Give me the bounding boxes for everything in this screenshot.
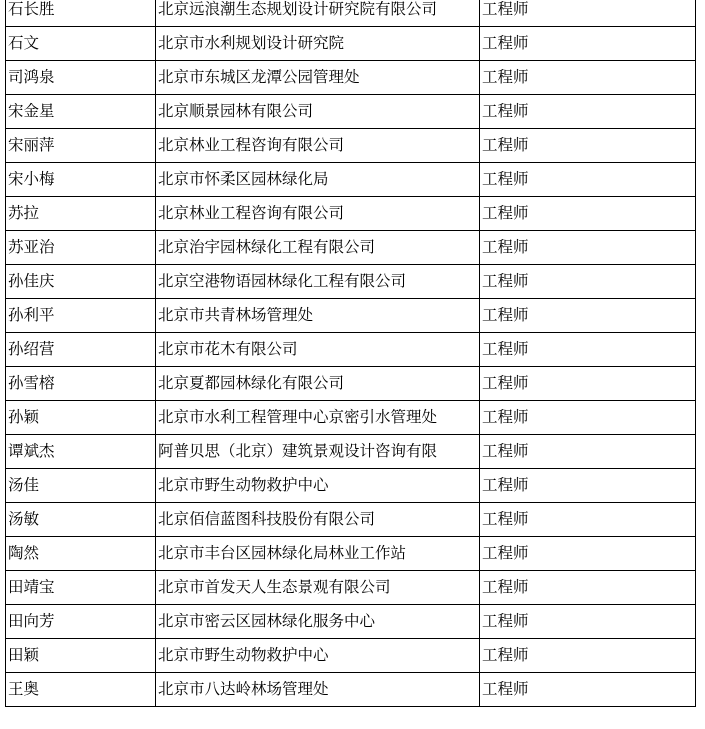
title-cell[interactable]: 工程师 [480, 197, 696, 231]
organization-cell[interactable]: 北京市水利工程管理中心京密引水管理处 [156, 401, 480, 435]
table-row [6, 299, 696, 333]
organization-cell[interactable]: 北京夏都园林绿化有限公司 [156, 367, 480, 401]
table-row [6, 197, 696, 231]
organization-cell[interactable]: 北京市怀柔区园林绿化局 [156, 163, 480, 197]
name-cell[interactable]: 石文 [6, 27, 156, 61]
name-cell[interactable]: 汤敏 [6, 503, 156, 537]
organization-cell[interactable]: 北京市野生动物救护中心 [156, 639, 480, 673]
title-cell[interactable]: 工程师 [480, 503, 696, 537]
name-cell[interactable]: 宋金星 [6, 95, 156, 129]
organization-cell[interactable]: 北京市丰台区园林绿化局林业工作站 [156, 537, 480, 571]
name-cell[interactable]: 王奥 [6, 673, 156, 707]
organization-cell[interactable]: 北京林业工程咨询有限公司 [156, 197, 480, 231]
organization-cell[interactable]: 北京市八达岭林场管理处 [156, 673, 480, 707]
table-row [6, 265, 696, 299]
organization-cell[interactable]: 阿普贝思（北京）建筑景观设计咨询有限 [156, 435, 480, 469]
table-row [6, 129, 696, 163]
table-row [6, 333, 696, 367]
table-row [6, 605, 696, 639]
table-row [6, 571, 696, 605]
name-cell[interactable]: 孙利平 [6, 299, 156, 333]
title-cell[interactable]: 工程师 [480, 265, 696, 299]
title-cell[interactable]: 工程师 [480, 231, 696, 265]
name-cell[interactable]: 苏亚治 [6, 231, 156, 265]
name-cell[interactable]: 汤佳 [6, 469, 156, 503]
name-cell[interactable]: 宋小梅 [6, 163, 156, 197]
table-row [6, 673, 696, 707]
name-cell[interactable]: 司鸿泉 [6, 61, 156, 95]
organization-cell[interactable]: 北京市密云区园林绿化服务中心 [156, 605, 480, 639]
name-cell[interactable]: 孙雪榕 [6, 367, 156, 401]
table-body [6, 0, 696, 707]
name-cell[interactable]: 陶然 [6, 537, 156, 571]
table-row [6, 163, 696, 197]
table-row [6, 231, 696, 265]
name-cell[interactable]: 孙绍营 [6, 333, 156, 367]
title-cell[interactable]: 工程师 [480, 367, 696, 401]
table-row [6, 95, 696, 129]
title-cell[interactable]: 工程师 [480, 129, 696, 163]
title-cell[interactable]: 工程师 [480, 537, 696, 571]
organization-cell[interactable]: 北京顺景园林有限公司 [156, 95, 480, 129]
organization-cell[interactable]: 北京佰信蓝图科技股份有限公司 [156, 503, 480, 537]
organization-cell[interactable]: 北京市野生动物救护中心 [156, 469, 480, 503]
table-row [6, 503, 696, 537]
name-cell[interactable]: 宋丽萍 [6, 129, 156, 163]
table-row [6, 0, 696, 27]
organization-cell[interactable]: 北京市东城区龙潭公园管理处 [156, 61, 480, 95]
name-cell[interactable]: 孙佳庆 [6, 265, 156, 299]
title-cell[interactable]: 工程师 [480, 605, 696, 639]
title-cell[interactable]: 工程师 [480, 639, 696, 673]
name-cell[interactable]: 田颖 [6, 639, 156, 673]
organization-cell[interactable]: 北京市首发天人生态景观有限公司 [156, 571, 480, 605]
table-row [6, 537, 696, 571]
title-cell[interactable]: 工程师 [480, 95, 696, 129]
title-cell[interactable]: 工程师 [480, 333, 696, 367]
table-row [6, 27, 696, 61]
table-row [6, 639, 696, 673]
name-cell[interactable]: 田向芳 [6, 605, 156, 639]
table-row [6, 469, 696, 503]
title-cell[interactable]: 工程师 [480, 673, 696, 707]
name-cell[interactable]: 谭斌杰 [6, 435, 156, 469]
title-cell[interactable]: 工程师 [480, 435, 696, 469]
organization-cell[interactable]: 北京治宇园林绿化工程有限公司 [156, 231, 480, 265]
title-cell[interactable]: 工程师 [480, 0, 696, 27]
name-cell[interactable]: 石长胜 [6, 0, 156, 27]
table-row [6, 367, 696, 401]
title-cell[interactable]: 工程师 [480, 163, 696, 197]
title-cell[interactable]: 工程师 [480, 469, 696, 503]
organization-cell[interactable]: 北京市水利规划设计研究院 [156, 27, 480, 61]
title-cell[interactable]: 工程师 [480, 27, 696, 61]
title-cell[interactable]: 工程师 [480, 61, 696, 95]
organization-cell[interactable]: 北京林业工程咨询有限公司 [156, 129, 480, 163]
table-row [6, 435, 696, 469]
name-cell[interactable]: 苏拉 [6, 197, 156, 231]
title-cell[interactable]: 工程师 [480, 401, 696, 435]
title-cell[interactable]: 工程师 [480, 571, 696, 605]
table-row [6, 401, 696, 435]
organization-cell[interactable]: 北京空港物语园林绿化工程有限公司 [156, 265, 480, 299]
name-cell[interactable]: 孙颖 [6, 401, 156, 435]
organization-cell[interactable]: 北京市共青林场管理处 [156, 299, 480, 333]
organization-cell[interactable]: 北京市花木有限公司 [156, 333, 480, 367]
table-row [6, 61, 696, 95]
personnel-table [5, 0, 696, 707]
organization-cell[interactable]: 北京远浪潮生态规划设计研究院有限公司 [156, 0, 480, 27]
title-cell[interactable]: 工程师 [480, 299, 696, 333]
name-cell[interactable]: 田靖宝 [6, 571, 156, 605]
